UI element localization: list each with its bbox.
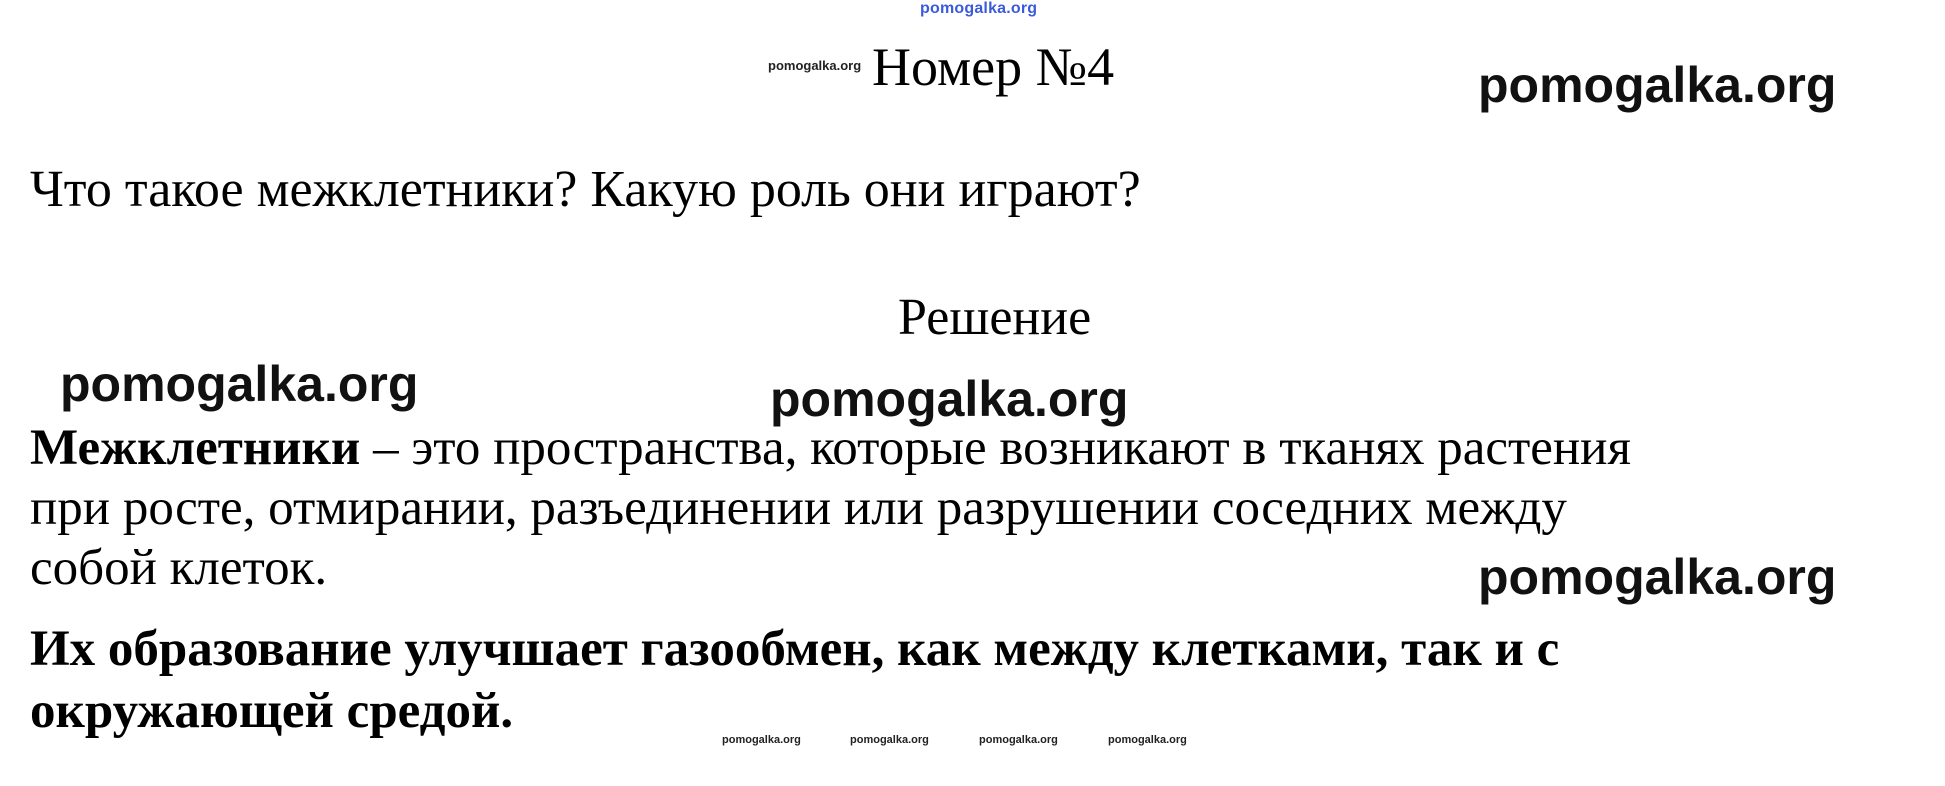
conclusion-line-2: окружающей средой. [30, 683, 514, 739]
watermark-large: pomogalka.org [60, 356, 419, 412]
watermark-large: pomogalka.org [1478, 549, 1837, 605]
answer-line-1 [30, 418, 1930, 478]
conclusion-paragraph [30, 618, 1930, 742]
watermark-small: pomogalka.org [722, 734, 801, 746]
page-title: Номер №4 [872, 37, 1115, 97]
watermark-large: pomogalka.org [770, 371, 1129, 427]
answer-line-1-rest: – это пространства, которые возникают в тканях растения [360, 420, 1631, 476]
watermark-small: pomogalka.org [979, 734, 1058, 746]
watermark-large: pomogalka.org [1478, 57, 1837, 113]
solution-heading: Решение [898, 289, 1092, 346]
watermark-small: pomogalka.org [1108, 734, 1187, 746]
conclusion-line-1: Их образование улучшает газообмен, как между клетками, так и с [30, 621, 1560, 677]
watermark-title-tiny: pomogalka.org [768, 58, 862, 73]
watermark-top: pomogalka.org [920, 0, 1038, 17]
answer-line-3: собой клеток. [30, 540, 328, 596]
answer-term: Межклетники [30, 420, 361, 476]
watermark-small: pomogalka.org [850, 734, 929, 746]
answer-line-2: при росте, отмирании, разъединении или разрушении соседних между [30, 480, 1567, 536]
question-text: Что такое межклетники? Какую роль они играют? [30, 161, 1141, 218]
